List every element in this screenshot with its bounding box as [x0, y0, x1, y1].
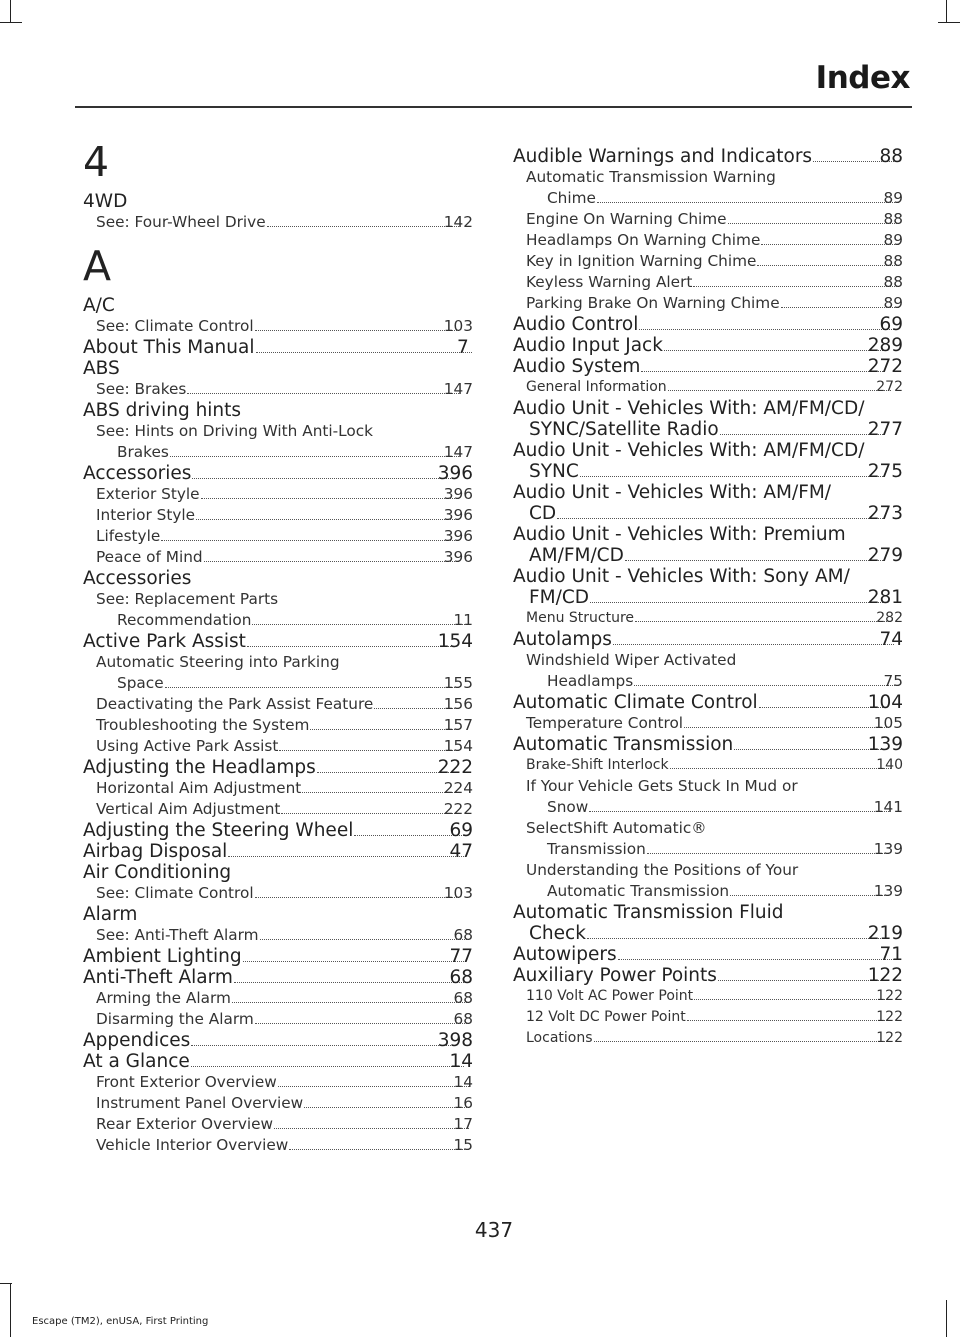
sub-entry: Horizontal Aim Adjustment 224 [96, 779, 473, 797]
page-ref: 122 [867, 965, 903, 986]
index-entry [513, 944, 903, 965]
page-ref: 14 [449, 1051, 473, 1072]
crop-mark-bottom-left-h [0, 1283, 12, 1284]
index-entry [83, 841, 473, 862]
sub-entry: SelectShift Automatic® Transmission 139 [526, 819, 903, 858]
index-entry [83, 946, 473, 967]
index-entry [83, 757, 473, 820]
entry-heading: Automatic Climate Control 104 [513, 692, 903, 713]
index-entry [83, 820, 473, 841]
index-entry [83, 295, 473, 337]
page-ref: 279 [867, 545, 903, 566]
section-letter: A [83, 242, 112, 290]
entry-heading: Autowipers 71 [513, 944, 903, 965]
page-ref: 71 [879, 944, 903, 965]
sub-entry: Using Active Park Assist 154 [96, 737, 473, 755]
entry-heading: Air Conditioning [83, 862, 232, 883]
index-entry [513, 482, 903, 524]
page-ref: 219 [867, 923, 903, 944]
cross-reference: See: Climate Control 103 [96, 884, 473, 902]
sub-entry: Automatic Transmission Warning Chime 89 [526, 168, 903, 207]
sub-entry: Troubleshooting the System 157 [96, 716, 473, 734]
page-ref: 139 [867, 734, 903, 755]
sub-entry: Vertical Aim Adjustment 222 [96, 800, 473, 818]
sub-entry: Key in Ignition Warning Chime 88 [526, 252, 903, 270]
page-ref: 69 [449, 820, 473, 841]
entry-heading: Appendices 398 [83, 1030, 473, 1051]
entry-heading: Audio System 272 [513, 356, 903, 377]
sub-entry: Parking Brake On Warning Chime 89 [526, 294, 903, 312]
index-entry [83, 337, 473, 358]
entry-heading: Audio Input Jack 289 [513, 335, 903, 356]
sub-entry: Interior Style 396 [96, 506, 473, 524]
sub-entry: Menu Structure 282 [526, 610, 903, 626]
sub-entry: Headlamps On Warning Chime 89 [526, 231, 903, 249]
page-ref: 147 [443, 380, 473, 398]
index-column-left [83, 137, 473, 1156]
sub-entry: Exterior Style 396 [96, 485, 473, 503]
entry-heading: Accessories [83, 568, 192, 589]
sub-entry: Lifestyle 396 [96, 527, 473, 545]
crop-mark-bottom-left [10, 1283, 11, 1337]
crop-mark-bottom-right [946, 1300, 947, 1337]
index-entry [83, 862, 473, 904]
entry-heading: ABS [83, 358, 120, 379]
entry-heading: Audio Unit - Vehicles With: AM/FM/CD/ SYNC 275 [513, 440, 903, 482]
entry-heading: Automatic Transmission Fluid Check 219 [513, 902, 903, 944]
sub-entry: Windshield Wiper Activated Headlamps 75 [526, 651, 903, 690]
sub-entry: Arming the Alarm 68 [96, 989, 473, 1007]
entry-heading: Accessories 396 [83, 463, 473, 484]
entry-heading: Alarm [83, 904, 138, 925]
footer-text: Escape (TM2), enUSA, First Printing [32, 1316, 209, 1327]
page-ref: 77 [449, 946, 473, 967]
sub-entry: Understanding the Positions of Your Automatic Transmission 139 [526, 861, 903, 900]
cross-reference: See: Brakes 147 [96, 380, 473, 398]
index-entry [83, 1030, 473, 1051]
index-entry [513, 335, 903, 356]
crop-mark-top-left-h [0, 22, 22, 23]
sub-entry: Brake-Shift Interlock 140 [526, 757, 903, 773]
entry-heading: Audio Unit - Vehicles With: Sony AM/ FM/CD 281 [513, 566, 903, 608]
entry-heading: Adjusting the Headlamps 222 [83, 757, 473, 778]
page-ref: 222 [437, 757, 473, 778]
index-entry [83, 904, 473, 946]
index-entry [513, 566, 903, 629]
index-entry [83, 358, 473, 400]
entry-heading: About This Manual 7 [83, 337, 473, 358]
page-ref: 275 [867, 461, 903, 482]
sub-entry: Locations 122 [526, 1030, 903, 1046]
entry-heading: Auxiliary Power Points 122 [513, 965, 903, 986]
page-ref: 68 [453, 926, 473, 944]
page-ref: 147 [443, 443, 473, 461]
index-entry [83, 191, 473, 233]
page-ref: 74 [879, 629, 903, 650]
entry-heading: Audio Control 69 [513, 314, 903, 335]
section-letter: 4 [83, 138, 110, 186]
entry-heading: Audio Unit - Vehicles With: AM/FM/CD/ SYNC/Satellite Radio 277 [513, 398, 903, 440]
index-entry [83, 400, 473, 463]
entry-heading: Adjusting the Steering Wheel 69 [83, 820, 473, 841]
sub-entry: Vehicle Interior Overview 15 [96, 1136, 473, 1154]
index-entry [513, 146, 903, 314]
crop-mark-top-right-h [938, 22, 960, 23]
entry-heading: Audio Unit - Vehicles With: Premium AM/FM/CD 279 [513, 524, 903, 566]
index-entry [513, 314, 903, 335]
entry-heading: Audible Warnings and Indicators 88 [513, 146, 903, 167]
sub-entry: Disarming the Alarm 68 [96, 1010, 473, 1028]
index-entry [513, 692, 903, 734]
page-ref: 281 [867, 587, 903, 608]
page-ref: 142 [443, 213, 473, 231]
index-entry [83, 631, 473, 757]
index-entry [513, 440, 903, 482]
page-ref: 47 [449, 841, 473, 862]
sub-entry: General Information 272 [526, 379, 903, 395]
entry-heading: Autolamps 74 [513, 629, 903, 650]
page-ref: 69 [879, 314, 903, 335]
page-ref: 289 [867, 335, 903, 356]
header-rule [75, 106, 912, 108]
entry-heading: Automatic Transmission 139 [513, 734, 903, 755]
index-entry [513, 398, 903, 440]
page-ref: 103 [443, 884, 473, 902]
crop-mark-top-left [10, 0, 11, 22]
page-ref: 272 [867, 356, 903, 377]
cross-reference: See: Hints on Driving With Anti-Lock Brakes 147 [96, 422, 473, 461]
sub-entry: Engine On Warning Chime 88 [526, 210, 903, 228]
sub-entry: Automatic Steering into Parking Space 155 [96, 653, 473, 692]
entry-heading: Audio Unit - Vehicles With: AM/FM/ CD 273 [513, 482, 903, 524]
cross-reference: See: Replacement Parts Recommendation 11 [96, 590, 473, 629]
page-ref: 277 [867, 419, 903, 440]
page-ref: 154 [437, 631, 473, 652]
index-column-right [513, 146, 903, 1049]
sub-entry: Front Exterior Overview 14 [96, 1073, 473, 1091]
crop-mark-top-right [946, 0, 947, 22]
page-ref: 103 [443, 317, 473, 335]
cross-reference: See: Climate Control 103 [96, 317, 473, 335]
page-number: 437 [474, 1218, 514, 1242]
sub-entry: Instrument Panel Overview 16 [96, 1094, 473, 1112]
entry-heading: Airbag Disposal 47 [83, 841, 473, 862]
index-entry [513, 902, 903, 944]
index-entry [513, 356, 903, 398]
index-entry [513, 524, 903, 566]
cross-reference: See: Four-Wheel Drive 142 [96, 213, 473, 231]
page-title: Index [815, 60, 910, 96]
cross-reference: See: Anti-Theft Alarm 68 [96, 926, 473, 944]
page-ref: 68 [449, 967, 473, 988]
index-entry [513, 734, 903, 902]
entry-heading: ABS driving hints [83, 400, 242, 421]
page-ref: 104 [867, 692, 903, 713]
page-ref: 11 [453, 611, 473, 629]
index-entry [83, 463, 473, 568]
entry-heading: A/C [83, 295, 115, 316]
index-entry [83, 967, 473, 1030]
sub-entry: If Your Vehicle Gets Stuck In Mud or Snow 141 [526, 777, 903, 816]
sub-entry: Keyless Warning Alert 88 [526, 273, 903, 291]
page-ref: 398 [437, 1030, 473, 1051]
sub-entry: Deactivating the Park Assist Feature 156 [96, 695, 473, 713]
entry-heading: At a Glance 14 [83, 1051, 473, 1072]
index-entry [513, 965, 903, 1049]
entry-heading: Ambient Lighting 77 [83, 946, 473, 967]
sub-entry: 110 Volt AC Power Point 122 [526, 988, 903, 1004]
entry-heading: 4WD [83, 191, 128, 212]
entry-heading: Active Park Assist 154 [83, 631, 473, 652]
page-ref: 88 [879, 146, 903, 167]
index-entry [83, 568, 473, 631]
sub-entry: Rear Exterior Overview 17 [96, 1115, 473, 1133]
page-ref: 273 [867, 503, 903, 524]
entry-heading: Anti-Theft Alarm 68 [83, 967, 473, 988]
index-entry [83, 1051, 473, 1156]
sub-entry: 12 Volt DC Power Point 122 [526, 1009, 903, 1025]
sub-entry: Peace of Mind 396 [96, 548, 473, 566]
sub-entry: Temperature Control 105 [526, 714, 903, 732]
page-ref: 396 [437, 463, 473, 484]
index-entry [513, 629, 903, 692]
